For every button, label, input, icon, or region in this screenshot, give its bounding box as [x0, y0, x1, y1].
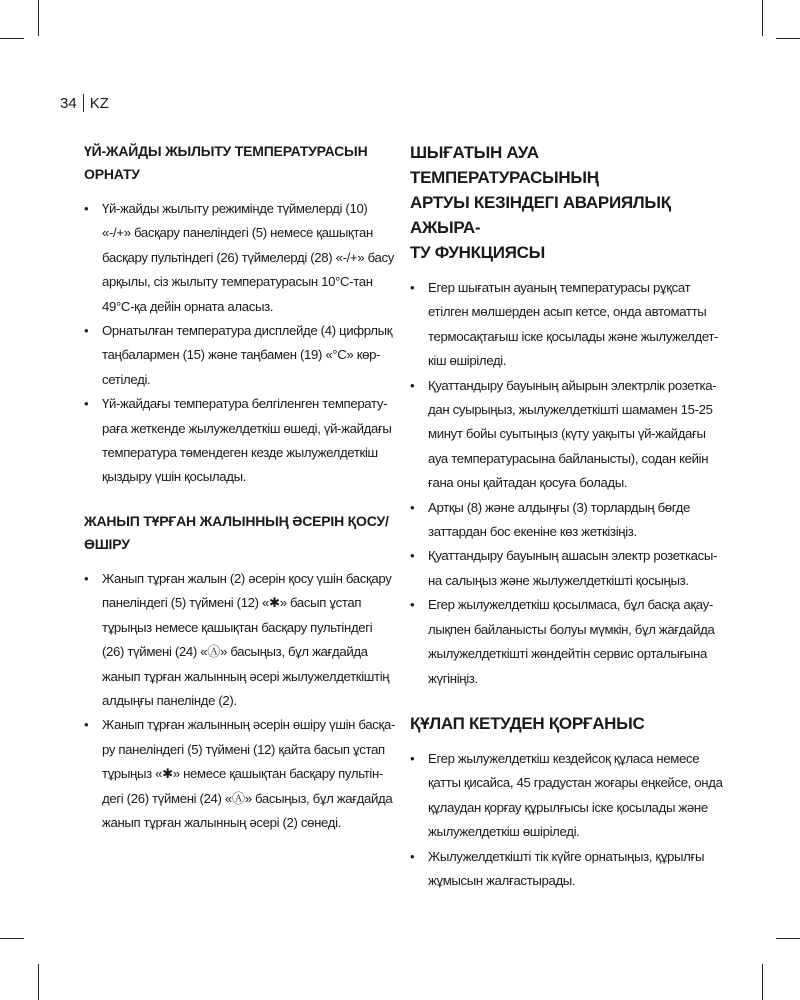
text-line: Егер жылужелдеткіш қосылмаса, бұл басқа ақау-	[428, 597, 713, 613]
heading-line: ОРНАТУ	[84, 166, 140, 182]
text-line: тұрыңыз немесе қашықтан басқару пультіндегі	[102, 619, 373, 635]
text-line: Орнатылған температура дисплейде (4) цифрлық	[102, 323, 393, 339]
heading-line: АРТУЫ КЕЗІНДЕГІ АВАРИЯЛЫҚ АЖЫРА-	[410, 193, 671, 237]
text-line: Қуаттандыру бауының айырын электрлік розетка-	[428, 377, 717, 393]
bullet-item	[84, 567, 402, 713]
text-line: «-/+» басқару панеліндегі (5) немесе қашықтан	[102, 225, 373, 241]
section-heading	[410, 140, 726, 265]
crop-mark	[0, 938, 24, 939]
bullet-list	[410, 276, 726, 691]
text-line: жылужелдеткіш өшіріледі.	[428, 824, 580, 840]
text-line: жылужелдеткішті жөндейтін сервис орталығына	[428, 646, 707, 662]
section	[84, 140, 402, 490]
text-line: Жанып тұрған жалын (2) әсерін қосу үшін басқару	[102, 570, 392, 586]
text-line: минут бойы суытыңыз (күту уақыты үй-жайдағы	[428, 426, 706, 442]
text-line: на салыңыз және жылужелдеткішті қосыңыз.	[428, 572, 689, 588]
bullet-item	[410, 593, 726, 691]
header-divider	[83, 94, 84, 112]
text-line: (26) түймені (24) «Ⓐ» басыңыз, бұл жағдайда	[102, 644, 368, 660]
text-line: Егер жылужелдеткіш кездейсоқ құласа немесе	[428, 750, 700, 766]
text-line: жүгініңіз.	[428, 670, 478, 686]
crop-mark	[38, 964, 39, 1000]
language-code: KZ	[89, 94, 109, 112]
crop-mark	[0, 38, 24, 39]
section-heading	[410, 711, 726, 736]
section-heading	[84, 510, 402, 556]
text-line: Жылужелдеткішті тік күйге орнатыңыз, құрылғы	[428, 848, 705, 864]
text-line: қыздыру үшін қосылады.	[102, 469, 247, 485]
bullet-item	[410, 544, 726, 593]
heading-line: ЖАНЫП ТҰРҒАН ЖАЛЫННЫҢ ӘСЕРІН ҚОСУ/	[84, 512, 389, 529]
bullet-list	[410, 747, 726, 893]
bullet-item	[84, 319, 402, 392]
crop-mark	[776, 38, 800, 39]
bullet-item	[410, 374, 726, 496]
text-line: кіш өшіріледі.	[428, 353, 507, 369]
text-line: жұмысын жалғастырады.	[428, 872, 576, 888]
right-column	[410, 140, 726, 913]
text-line: жанып тұрған жалынның әсері жылужелдеткіштің	[102, 668, 390, 684]
bullet-item	[84, 392, 402, 490]
section	[410, 140, 726, 691]
text-line: таңбалармен (15) және таңбамен (19) «°C» көр-	[102, 347, 381, 363]
heading-line: ҚҰЛАП КЕТУДЕН ҚОРҒАНЫС	[410, 713, 645, 733]
section	[410, 711, 726, 893]
crop-mark	[762, 0, 763, 36]
bullet-item	[410, 496, 726, 545]
text-line: басқару пультіндегі (26) түймелерді (28) «-/+» басу	[102, 249, 394, 265]
bullet-list	[84, 567, 402, 835]
text-line: етілген мөлшерден асып кетсе, онда автоматты	[428, 304, 707, 320]
bullet-item	[410, 747, 726, 845]
bullet-item	[84, 197, 402, 319]
text-line: Жанып тұрған жалынның әсерін өшіру үшін басқа-	[102, 717, 395, 733]
crop-mark	[762, 964, 763, 1000]
text-line: тұрыңыз «✱» немесе қашықтан басқару пультін-	[102, 766, 383, 782]
text-line: ғана оны қайтадан қосуға болады.	[428, 475, 628, 491]
heading-line: ТУ ФУНКЦИЯСЫ	[410, 243, 545, 262]
bullet-list	[84, 197, 402, 490]
text-line: дан суырыңыз, жылужелдеткішті шамамен 15-25	[428, 402, 713, 418]
heading-line: ШЫҒАТЫН АУА ТЕМПЕРАТУРАСЫНЫҢ	[410, 143, 599, 187]
text-line: жанып тұрған жалынның әсері (2) сөнеді.	[102, 814, 341, 830]
text-line: Үй-жайды жылыту режимінде түймелерді (10)	[102, 201, 368, 216]
crop-mark	[38, 0, 39, 36]
text-line: лықпен байланысты болуы мүмкін, бұл жағдайда	[428, 621, 715, 637]
text-line: температура төмендеген кезде жылужелдеткіш	[102, 445, 378, 461]
text-line: Артқы (8) және алдыңғы (3) торлардың бөгде	[428, 499, 690, 515]
text-line: 49°C-қа дейін орната аласыз.	[102, 298, 274, 314]
text-line: ру панеліндегі (5) түймені (12) қайта басып ұстап	[102, 741, 385, 757]
text-line: панеліндегі (5) түймені (12) «✱» басып ұстап	[102, 595, 362, 611]
page-header	[60, 94, 109, 112]
text-line: термосақтағыш іске қосылады және жылужелдет-	[428, 328, 719, 344]
text-line: Үй-жайдағы температура белгіленген температу-	[102, 396, 388, 412]
text-line: заттардан бос екеніне көз жеткізіңіз.	[428, 524, 637, 540]
text-line: Қуаттандыру бауының ашасын электр розеткасы-	[428, 548, 718, 564]
text-line: сетіледі.	[102, 371, 151, 387]
bullet-item	[410, 845, 726, 894]
text-line: Егер шығатын ауаның температурасы рұқсат	[428, 280, 691, 295]
bullet-item	[410, 276, 726, 374]
text-line: арқылы, сіз жылыту температурасын 10°C-тан	[102, 274, 373, 290]
page-number: 34	[60, 94, 77, 112]
crop-mark	[776, 938, 800, 939]
text-line: қатты қисайса, 45 градустан жоғары еңкейсе, онда	[428, 775, 723, 791]
bullet-item	[84, 713, 402, 835]
section-heading	[84, 140, 402, 186]
heading-line: ӨШІРУ	[84, 535, 130, 552]
heading-line: ҮЙ-ЖАЙДЫ ЖЫЛЫТУ ТЕМПЕРАТУРАСЫН	[84, 143, 368, 159]
text-line: раға жеткенде жылужелдеткіш өшеді, үй-жайдағы	[102, 420, 392, 436]
text-line: алдыңғы панелінде (2).	[102, 692, 237, 708]
section	[84, 510, 402, 835]
left-column	[84, 140, 402, 855]
text-line: ауа температурасына байланысты), содан кейін	[428, 450, 709, 466]
text-line: құлаудан қорғау құрылғысы іске қосылады және	[428, 799, 708, 815]
text-line: дегі (26) түймені (24) «Ⓐ» басыңыз, бұл жағдайда	[102, 790, 393, 806]
